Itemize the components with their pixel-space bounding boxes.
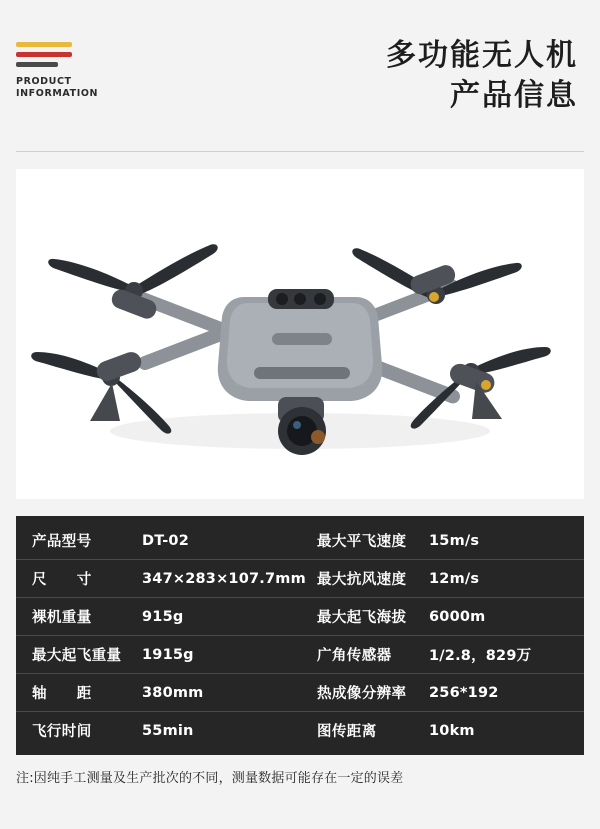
page-title-line2: 产品信息 <box>450 78 578 113</box>
spec-value-right: 12m/s <box>429 560 584 598</box>
spec-label-right: 最大起飞海拔 <box>317 598 429 636</box>
header-divider <box>16 151 584 152</box>
table-row <box>16 598 584 636</box>
product-image <box>16 169 584 499</box>
spec-label-left: 轴 距 <box>16 674 142 712</box>
spec-label-right: 广角传感器 <box>317 636 429 674</box>
table-row <box>16 560 584 598</box>
drone-illustration <box>16 169 584 499</box>
spec-table-container <box>16 516 584 755</box>
spec-value-left: DT-02 <box>142 522 317 560</box>
spec-value-left: 347×283×107.7mm <box>142 560 317 598</box>
spec-label-left: 产品型号 <box>16 522 142 560</box>
spec-label-left: 裸机重量 <box>16 598 142 636</box>
spec-value-left: 1915g <box>142 636 317 674</box>
spec-label-left: 尺 寸 <box>16 560 142 598</box>
brand-block <box>16 42 146 100</box>
measurement-note: 注:因纯手工测量及生产批次的不同，测量数据可能存在一定的误差 <box>16 771 404 786</box>
brand-label-line1: PRODUCT <box>16 76 72 87</box>
spec-value-right: 15m/s <box>429 522 584 560</box>
spec-value-right: 256*192 <box>429 674 584 712</box>
spec-value-right: 1/2.8，829万 <box>429 636 584 674</box>
spec-value-right: 10km <box>429 722 475 739</box>
brand-bars-icon <box>16 42 72 67</box>
table-row <box>16 674 584 712</box>
table-row <box>16 636 584 674</box>
spec-label-right: 最大抗风速度 <box>317 560 429 598</box>
table-row <box>16 712 584 750</box>
spec-label-right: 热成像分辨率 <box>317 674 429 712</box>
spec-label-left: 最大起飞重量 <box>16 636 142 674</box>
page-title <box>386 36 578 116</box>
spec-value-left: 55min <box>142 722 194 739</box>
spec-value-right: 6000m <box>429 598 584 636</box>
brand-label <box>16 76 146 100</box>
page-header <box>0 0 600 152</box>
footer-spacer <box>0 789 600 813</box>
spec-value-left: 915g <box>142 598 317 636</box>
table-row <box>16 522 584 560</box>
spec-table <box>16 522 584 749</box>
spec-label-right: 图传距离 <box>317 724 377 740</box>
spec-value-left: 380mm <box>142 674 317 712</box>
brand-label-line2: INFORMATION <box>16 88 99 99</box>
page-title-line1: 多功能无人机 <box>386 38 578 73</box>
spec-label-left: 飞行时间 <box>32 724 92 740</box>
spec-label-right: 最大平飞速度 <box>317 522 429 560</box>
